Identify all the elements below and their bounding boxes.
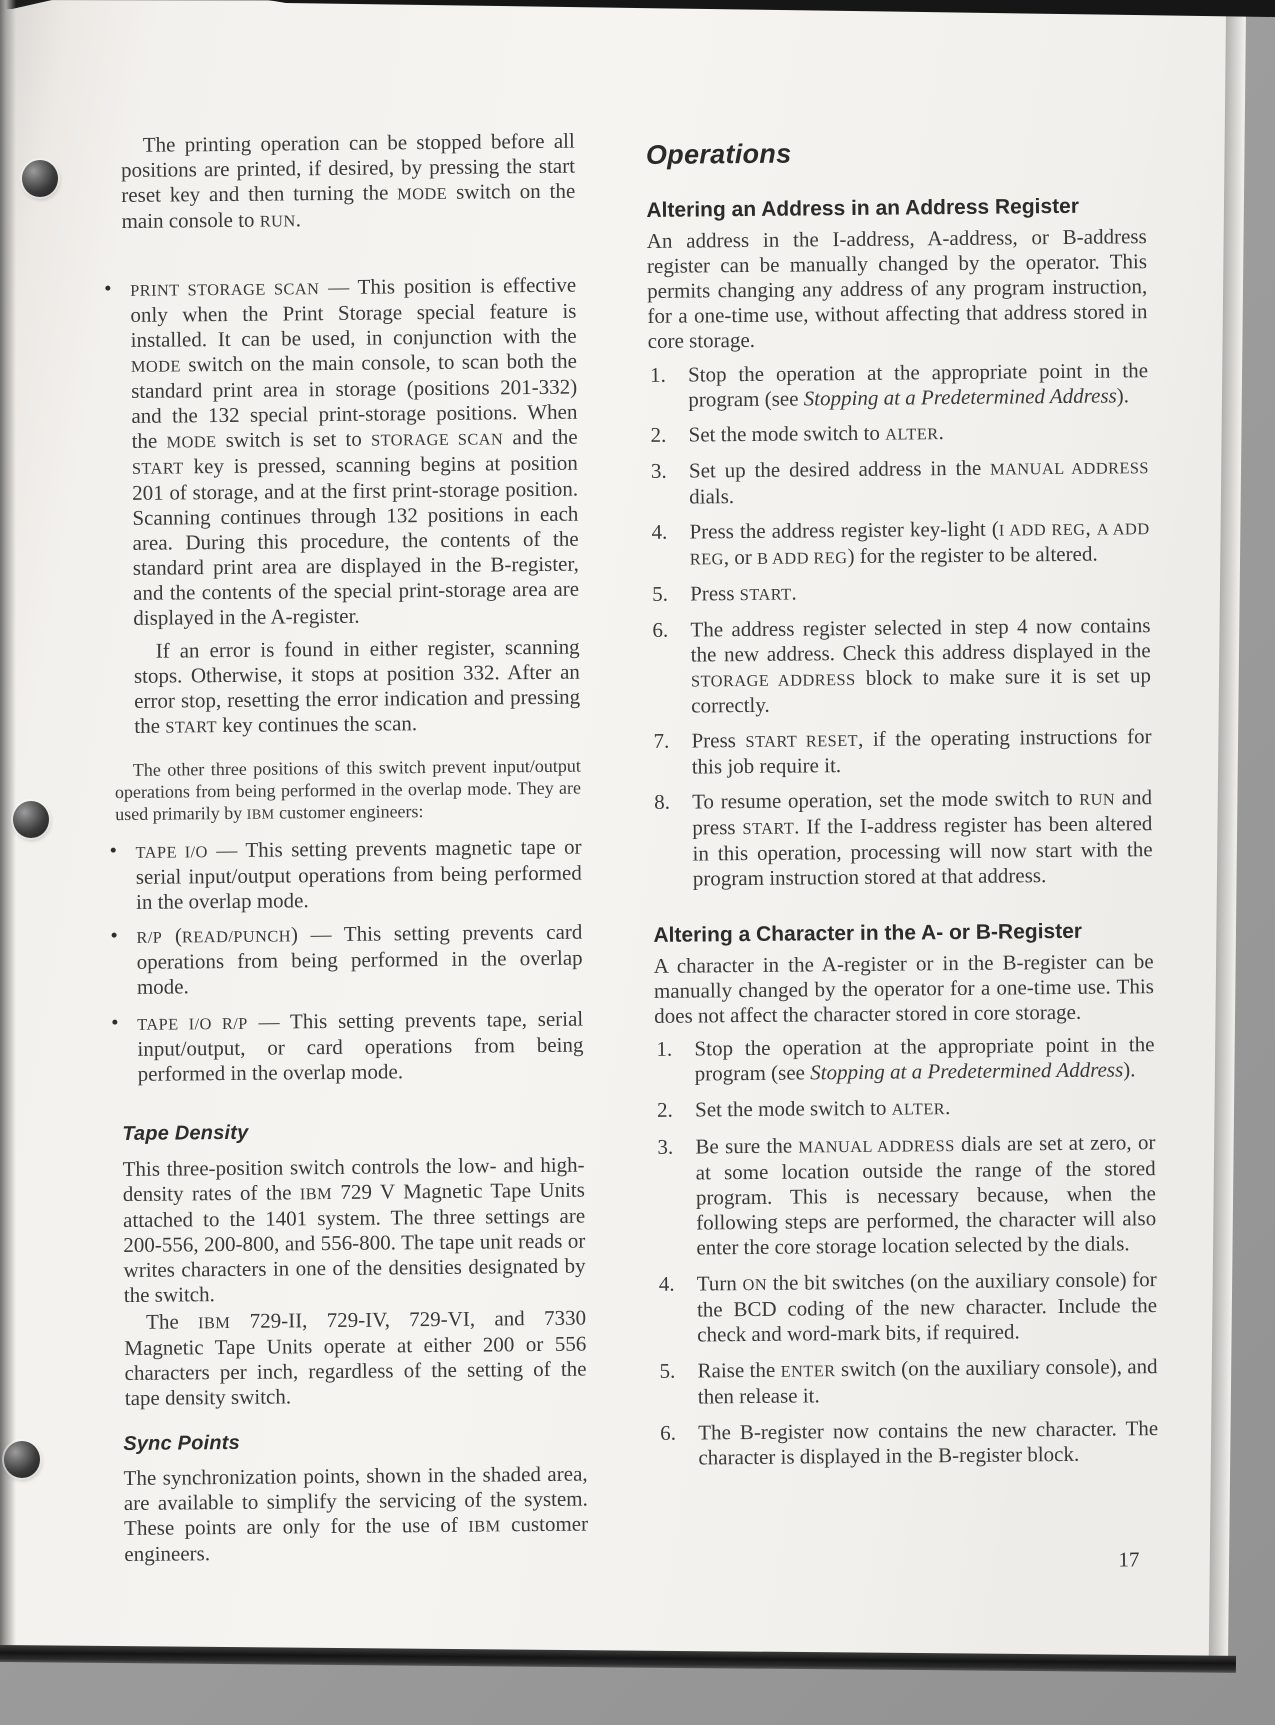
small-caps-text: ENTER [780,1361,836,1381]
list-item-text: Be sure the MANUAL ADDRESS dials are set at zero, or at some location outside the range of the stored program. This is necessary because, when the following steps are performed, the character will also enter the core storage location selected by the dials. [695,1130,1157,1260]
list-item [657,1267,1158,1348]
paragraph-error-note: If an error is found in either register, scanning stops. Otherwise, it stops at position 332. After an error stop, resetting the error indication and pressing the START key continues the scan. [133,634,581,738]
list-number: 2. [650,422,667,447]
small-caps-text: START [739,584,792,605]
list-item-text: The address register selected in step 4 now contains the new address. Check this address displayed in the STORAGE ADDRESS block to make sure it is set up correctly. [690,613,1152,718]
list-number: 8. [654,789,670,814]
small-caps-text: START RESET [745,730,859,752]
heading-operations: Operations [645,138,792,170]
small-caps-text: IBM [197,1312,231,1333]
list-item [657,1354,1157,1410]
small-caps-text: MODE [166,432,217,452]
bullet-icon: • [110,923,118,948]
list-item-text: Set the mode switch to ALTER. [688,420,944,447]
list-number: 6. [652,617,669,642]
list-item-text: Stop the operation at the appropriate point in the program (see Stopping at a Predetermined Address). [694,1032,1155,1086]
list-item [651,724,1151,780]
list-item-text: Press START RESET, if the operating instructions for this job require it. [691,724,1152,779]
list-item-text: Press the address register key-light (I ADD REG, A ADD REG, or B ADD REG) for the register to be altered. [689,515,1150,570]
bullet-text: TAPE I/O — This setting prevents magnetic tape or serial input/output operations from being performed in the overlap mode. [135,834,582,914]
list-item-text: The B-register now contains the new character. The character is displayed in the B-register block. [698,1416,1159,1470]
list-number: 3. [657,1134,674,1159]
small-caps-text: START [131,458,184,478]
list-number: 5. [659,1358,676,1383]
small-caps-text: MANUAL ADDRESS [990,458,1150,479]
list-number: 5. [652,581,668,606]
list-item-text: To resume operation, set the mode switch to RUN and press START. If the I-address register has been altered in this operation, processing will now start with the program instruction stored at that address. [692,785,1153,891]
list-item [648,358,1148,413]
list-item-text: Turn ON the bit switches (on the auxiliary console) for the BCD coding of the new character. Include the check and word-mark bits, if required. [696,1267,1158,1347]
list-item [655,1130,1156,1261]
list-item-text: Set the mode switch to ALTER. [694,1095,951,1122]
bullet-text: TAPE I/O R/P — This setting prevents tape, serial input/output, or card operations from being performed in the overlap mode. [137,1006,584,1086]
list-number: 6. [660,1420,677,1445]
list-item [648,418,1148,449]
bullet-rp [110,919,583,1000]
small-caps-text: IBM [468,1516,501,1536]
small-caps-text: START [742,818,795,839]
bullet-text: R/P (READ/PUNCH) — This setting prevents card operations from being performed in the overlap mode. [136,919,583,999]
list-item-text: Raise the ENTER switch (on the auxiliary console), and then release it. [697,1354,1158,1409]
list-number: 4. [651,519,668,544]
list-number: 1. [649,362,666,387]
small-caps-text: STORAGE SCAN [370,429,504,450]
small-caps-text: ON [742,1274,768,1295]
small-caps-text: IBM [246,806,275,823]
list-number: 4. [658,1271,675,1296]
paragraph-printing-operation: The printing operation can be stopped before all positions are printed, if desired, by pressing the start reset key and then turning the MODE switch on the main console to RUN. [120,128,576,233]
small-caps-text: READ/PUNCH [181,926,292,947]
small-caps-text: ALTER [891,1099,946,1119]
small-caps-text: ALTER [885,424,939,444]
bullet-icon: • [111,1010,119,1035]
italic-text: Stopping at a Predetermined Address [810,1057,1124,1085]
small-caps-text: I ADD REG [998,519,1086,540]
small-caps-text: MANUAL ADDRESS [798,1136,955,1157]
list-number: 3. [650,458,667,483]
paragraph-altering-character-intro: A character in the A-register or in the B-register can be manually changed by the operator for a one-time use. This does not affect the character stored in core storage. [653,949,1155,1028]
list-item [652,785,1153,892]
list-item [655,1093,1155,1124]
small-caps-text: IBM [299,1184,333,1204]
small-caps-text: MODE [397,183,448,204]
small-caps-text: PRINT STORAGE SCAN [130,279,320,300]
italic-text: Stopping at a Predetermined Address [803,383,1117,411]
heading-tape-density: Tape Density [122,1121,249,1146]
small-caps-text: R/P [136,927,163,947]
small-caps-text: B ADD REG [757,548,848,568]
paragraph-sync-points: The synchronization points, shown in the shaded area, are available to simplify the servicing of the system. These points are only for the use of IBM customer engineers. [123,1461,589,1567]
bullet-print-storage-scan [104,272,581,740]
left-column [104,128,589,1567]
list-item [649,515,1149,572]
list-item [654,1032,1154,1087]
paragraph-tape-density-2: The IBM 729-II, 729-IV, 729-VI, and 7330 Magnetic Tape Units operate at either 200 or 556 characters per inch, regardless of the setting of the tape density switch. [124,1305,587,1411]
list-item-text: Press START. [690,580,797,606]
steps-altering-character [654,1032,1158,1471]
page-number: 17 [1118,1547,1140,1572]
bullet-text: PRINT STORAGE SCAN — This position is effective only when the Print Storage special feature is installed. It can be used, in conjunction with the MODE switch on the main console, to scan both the standard print area in storage (positions 201-332) and the 132 special print-storage positions. When the MODE switch is set to STORAGE SCAN and the START key is pressed, scanning begins at position 201 of storage, and at the first print-storage position. Scanning continues through 132 positions in each area. During this procedure, the contents of the standard print area are displayed in the B-register, and the contents of the special print-storage area are displayed in the A-register. [130,272,580,630]
small-caps-text: TAPE I/O R/P [137,1013,248,1034]
bullet-icon: • [109,838,118,863]
list-item [650,613,1151,719]
paragraph-other-positions: The other three positions of this switch prevent input/output operations from being performed in the overlap mode. They are used primarily by IBM customer engineers: [114,755,582,825]
heading-sync-points: Sync Points [123,1431,241,1456]
bullet-tape-io-rp [111,1006,584,1087]
paragraph-altering-address-intro: An address in the I-address, A-address, or B-address register can be manually changed by the operator. This permits changing any address of any program instruction, for a one-time use, without affecting that address stored in core storage. [646,224,1148,353]
list-item-text: Set up the desired address in the MANUAL ADDRESS dials. [688,455,1150,509]
bullet-icon: • [104,276,112,301]
bullet-tape-io [109,834,582,915]
list-item [649,454,1149,510]
steps-altering-address [648,358,1153,892]
list-item-text: Stop the operation at the appropriate point in the program (see Stopping at a Predetermined Address). [687,358,1149,412]
list-item [650,577,1150,608]
list-item [658,1416,1158,1471]
small-caps-text: START [165,717,218,737]
list-number: 1. [656,1036,673,1061]
list-number: 7. [653,728,670,753]
small-caps-text: MODE [130,356,181,376]
small-caps-text: RUN [1079,789,1116,809]
paragraph-tape-density-1: This three-position switch controls the low- and high-density rates of the IBM 729 V Magnetic Tape Units attached to the 1401 system. The three settings are 200-556, 200-800, and 556-800. The tape unit reads or writes characters in one of the densities designated by the switch. [122,1152,586,1308]
right-column [646,135,1159,1482]
list-number: 2. [656,1097,673,1122]
small-caps-text: TAPE I/O [135,842,208,862]
small-caps-text: A ADD REG [689,519,1150,569]
small-caps-text: RUN [259,211,296,231]
heading-altering-address: Altering an Address in an Address Register [646,194,1080,222]
small-caps-text: STORAGE ADDRESS [690,669,856,691]
heading-altering-character: Altering a Character in the A- or B-Register [653,919,1083,947]
